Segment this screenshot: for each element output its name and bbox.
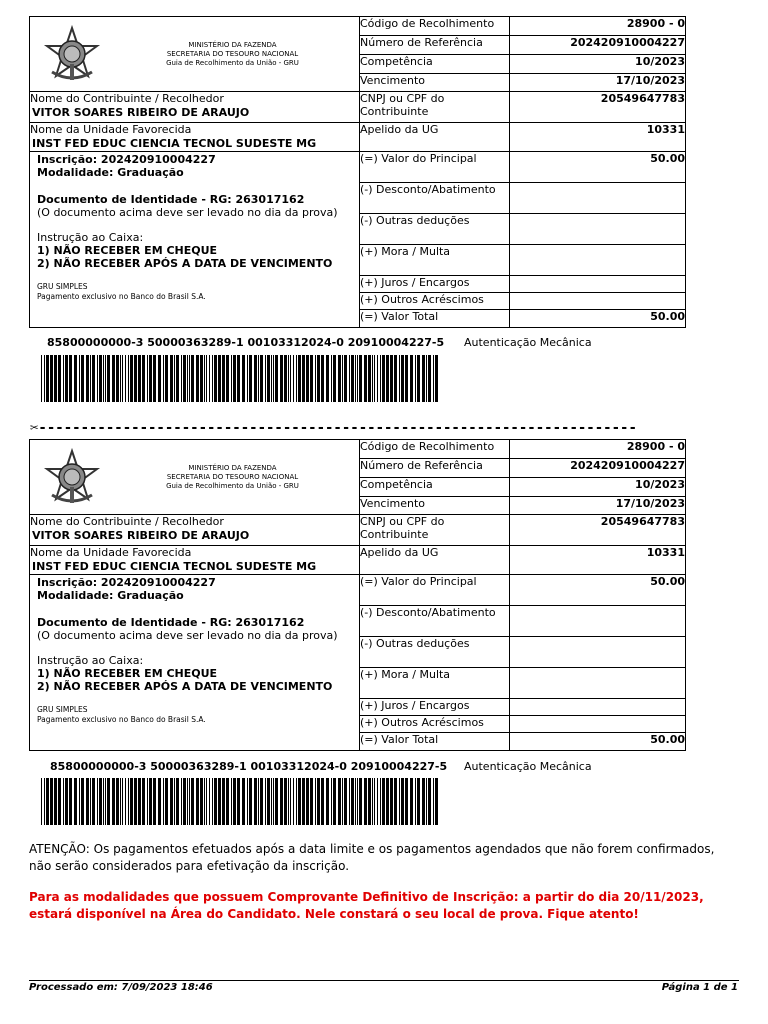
juros-label: (+) Juros / Encargos bbox=[360, 699, 510, 716]
footer-divider bbox=[29, 980, 739, 981]
competencia-label: Competência bbox=[360, 478, 510, 497]
instrucao-2: 2) NÃO RECEBER APÓS A DATA DE VENCIMENTO bbox=[37, 680, 333, 693]
barcode-top bbox=[41, 355, 438, 402]
cnpj-label: CNPJ ou CPF do Contribuinte bbox=[360, 92, 510, 123]
desconto-value bbox=[510, 183, 686, 214]
codigo-label: Código de Recolhimento bbox=[360, 17, 510, 36]
principal-label: (=) Valor do Principal bbox=[360, 575, 510, 606]
codigo-value: 28900 - 0 bbox=[510, 17, 686, 36]
acrescimos-label: (+) Outros Acréscimos bbox=[360, 716, 510, 733]
inscricao-text: Inscrição: 202420910004227 bbox=[37, 576, 216, 589]
acrescimos-label: (+) Outros Acréscimos bbox=[360, 293, 510, 310]
contribuinte-label: Nome do Contribuinte / Recolhedor bbox=[30, 515, 224, 528]
unidade-value: INST FED EDUC CIENCIA TECNOL SUDESTE MG bbox=[32, 137, 317, 150]
ministry-text: MINISTÉRIO DA FAZENDA bbox=[188, 40, 277, 49]
principal-value: 50.00 bbox=[510, 575, 686, 606]
gru-slip-top bbox=[29, 16, 685, 328]
inscricao-text: Inscrição: 202420910004227 bbox=[37, 153, 216, 166]
secretariat-text: SECRETARIA DO TESOURO NACIONAL bbox=[166, 49, 299, 58]
vencimento-value: 17/10/2023 bbox=[510, 74, 686, 92]
juros-label: (+) Juros / Encargos bbox=[360, 276, 510, 293]
autenticacao-bottom: Autenticação Mecânica bbox=[464, 760, 592, 773]
barcode-bottom bbox=[41, 778, 438, 825]
juros-value bbox=[510, 699, 686, 716]
vencimento-label: Vencimento bbox=[360, 497, 510, 515]
contribuinte-label: Nome do Contribuinte / Recolhedor bbox=[30, 92, 224, 105]
unidade-label: Nome da Unidade Favorecida bbox=[30, 546, 192, 559]
gru-simples-text: GRU SIMPLES bbox=[37, 282, 88, 291]
gru-header-box bbox=[30, 440, 360, 515]
gru-simples-text: GRU SIMPLES bbox=[37, 705, 88, 714]
pagina-text: Página 1 de 1 bbox=[661, 982, 738, 993]
cnpj-value: 20549647783 bbox=[510, 92, 686, 123]
desconto-value bbox=[510, 606, 686, 637]
cnpj-value: 20549647783 bbox=[510, 515, 686, 546]
total-value: 50.00 bbox=[510, 310, 686, 328]
referencia-value: 202420910004227 bbox=[510, 36, 686, 55]
instrucao-label: Instrução ao Caixa: bbox=[37, 654, 144, 667]
outras-deducoes-label: (-) Outras deduções bbox=[360, 637, 510, 668]
linha-digitavel-top: 85800000000-3 50000363289-1 00103312024-0 20910004227-5 bbox=[47, 336, 445, 349]
referencia-value: 202420910004227 bbox=[510, 459, 686, 478]
principal-label: (=) Valor do Principal bbox=[360, 152, 510, 183]
documento-text: Documento de Identidade - RG: 263017162 bbox=[37, 616, 305, 629]
processado-text: Processado em: 7/09/2023 18:46 bbox=[29, 982, 213, 993]
acrescimos-value bbox=[510, 716, 686, 733]
competencia-value: 10/2023 bbox=[510, 55, 686, 74]
instrucao-1: 1) NÃO RECEBER EM CHEQUE bbox=[37, 667, 218, 680]
outras-deducoes-value bbox=[510, 637, 686, 668]
codigo-label: Código de Recolhimento bbox=[360, 440, 510, 459]
atencao-text: ATENÇÃO: Os pagamentos efetuados após a data limite e os pagamentos agendados que não forem confirmados, não serão considerados para efetivação da inscrição. bbox=[29, 842, 715, 873]
juros-value bbox=[510, 276, 686, 293]
contribuinte-box bbox=[30, 92, 360, 123]
mora-label: (+) Mora / Multa bbox=[360, 245, 510, 276]
modalidade-text: Modalidade: Graduação bbox=[37, 589, 184, 602]
unidade-box bbox=[30, 123, 360, 152]
outras-deducoes-label: (-) Outras deduções bbox=[360, 214, 510, 245]
outras-deducoes-value bbox=[510, 214, 686, 245]
gru-header-box bbox=[30, 17, 360, 92]
documento-note: (O documento acima deve ser levado no dia da prova) bbox=[37, 629, 338, 642]
mora-label: (+) Mora / Multa bbox=[360, 668, 510, 699]
linha-digitavel-bottom: 85800000000-3 50000363289-1 00103312024-0 20910004227-5 bbox=[50, 760, 448, 773]
apelido-value: 10331 bbox=[510, 546, 686, 575]
pagamento-exclusivo-text: Pagamento exclusivo no Banco do Brasil S.A. bbox=[37, 715, 206, 724]
total-value: 50.00 bbox=[510, 733, 686, 751]
instructions-box bbox=[30, 575, 360, 751]
competencia-label: Competência bbox=[360, 55, 510, 74]
acrescimos-value bbox=[510, 293, 686, 310]
guide-text: Guia de Recolhimento da União - GRU bbox=[166, 481, 299, 490]
aviso-text: Para as modalidades que possuem Comprovante Definitivo de Inscrição: a partir do dia 20/11/2023, estará disponível na Área do Candidato. Nele constará o seu local de prova. Fique atento! bbox=[29, 890, 704, 921]
total-label: (=) Valor Total bbox=[360, 310, 510, 328]
cnpj-label: CNPJ ou CPF do Contribuinte bbox=[360, 515, 510, 546]
mora-value bbox=[510, 668, 686, 699]
instructions-box bbox=[30, 152, 360, 328]
vencimento-value: 17/10/2023 bbox=[510, 497, 686, 515]
gru-slip-bottom bbox=[29, 439, 685, 751]
documento-note: (O documento acima deve ser levado no dia da prova) bbox=[37, 206, 338, 219]
pagamento-exclusivo-text: Pagamento exclusivo no Banco do Brasil S.A. bbox=[37, 292, 206, 301]
secretariat-text: SECRETARIA DO TESOURO NACIONAL bbox=[166, 472, 299, 481]
gru-form bbox=[29, 439, 686, 751]
desconto-label: (-) Desconto/Abatimento bbox=[360, 183, 510, 214]
codigo-value: 28900 - 0 bbox=[510, 440, 686, 459]
apelido-label: Apelido da UG bbox=[360, 123, 510, 152]
desconto-label: (-) Desconto/Abatimento bbox=[360, 606, 510, 637]
guide-text: Guia de Recolhimento da União - GRU bbox=[166, 58, 299, 67]
contribuinte-value: VITOR SOARES RIBEIRO DE ARAUJO bbox=[32, 529, 250, 542]
contribuinte-value: VITOR SOARES RIBEIRO DE ARAUJO bbox=[32, 106, 250, 119]
ministry-text: MINISTÉRIO DA FAZENDA bbox=[188, 463, 277, 472]
unidade-value: INST FED EDUC CIENCIA TECNOL SUDESTE MG bbox=[32, 560, 317, 573]
vencimento-label: Vencimento bbox=[360, 74, 510, 92]
contribuinte-box bbox=[30, 515, 360, 546]
unidade-box bbox=[30, 546, 360, 575]
instrucao-2: 2) NÃO RECEBER APÓS A DATA DE VENCIMENTO bbox=[37, 257, 333, 270]
mora-value bbox=[510, 245, 686, 276]
unidade-label: Nome da Unidade Favorecida bbox=[30, 123, 192, 136]
referencia-label: Número de Referência bbox=[360, 36, 510, 55]
total-label: (=) Valor Total bbox=[360, 733, 510, 751]
instrucao-1: 1) NÃO RECEBER EM CHEQUE bbox=[37, 244, 218, 257]
competencia-value: 10/2023 bbox=[510, 478, 686, 497]
brasao-emblem-icon bbox=[42, 447, 102, 507]
instrucao-label: Instrução ao Caixa: bbox=[37, 231, 144, 244]
cut-line: ✂----------------------------------------------------------------------- bbox=[30, 420, 637, 436]
apelido-label: Apelido da UG bbox=[360, 546, 510, 575]
apelido-value: 10331 bbox=[510, 123, 686, 152]
documento-text: Documento de Identidade - RG: 263017162 bbox=[37, 193, 305, 206]
gru-form bbox=[29, 16, 686, 328]
brasao-emblem-icon bbox=[42, 24, 102, 84]
referencia-label: Número de Referência bbox=[360, 459, 510, 478]
modalidade-text: Modalidade: Graduação bbox=[37, 166, 184, 179]
autenticacao-top: Autenticação Mecânica bbox=[464, 336, 592, 349]
principal-value: 50.00 bbox=[510, 152, 686, 183]
